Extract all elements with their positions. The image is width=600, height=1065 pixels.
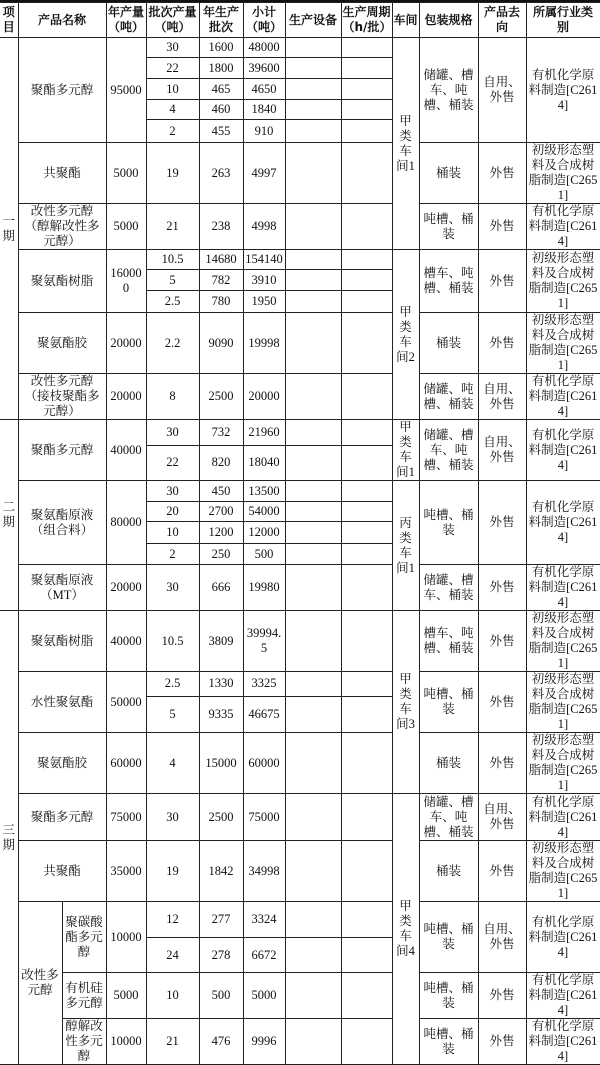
- empty-cell: [285, 841, 341, 902]
- table-cell: 21: [146, 1019, 199, 1065]
- table-cell: 9335: [199, 696, 243, 732]
- table-cell: 12: [146, 902, 199, 938]
- table-cell: 外售: [478, 250, 526, 313]
- table-cell: 外售: [478, 565, 526, 611]
- table-cell: 455: [199, 120, 243, 143]
- table-cell: 35000: [106, 841, 146, 902]
- table-cell: 263: [199, 143, 243, 204]
- table-cell: 初级形态塑料及合成树脂制造[C2651]: [526, 250, 600, 313]
- table-cell: 有机化学原料制造[C2614]: [526, 565, 600, 611]
- table-cell: 初级形态塑料及合成树脂制造[C2651]: [526, 313, 600, 374]
- table-cell: 12000: [243, 522, 285, 544]
- empty-cell: [341, 544, 392, 565]
- table-cell: 10: [146, 79, 199, 100]
- empty-cell: [285, 270, 341, 291]
- table-cell: 2500: [199, 794, 243, 841]
- table-cell: 吨槽、桶装: [419, 481, 478, 565]
- table-cell: 1200: [199, 522, 243, 544]
- table-cell: 吨槽、桶装: [419, 902, 478, 973]
- empty-cell: [285, 1019, 341, 1065]
- table-cell: 8: [146, 374, 199, 420]
- table-cell: 自用、外售: [478, 38, 526, 143]
- table-cell: 初级形态塑料及合成树脂制造[C2651]: [526, 733, 600, 794]
- table-row: [0, 250, 600, 270]
- table-row: [0, 672, 600, 697]
- table-cell: 666: [199, 565, 243, 611]
- table-cell: 782: [199, 270, 243, 291]
- column-header: 车间: [392, 3, 419, 38]
- empty-cell: [285, 481, 341, 502]
- table-cell: 三期: [0, 611, 18, 1065]
- table-cell: 3809: [199, 611, 243, 672]
- table-cell: 2.5: [146, 291, 199, 313]
- table-cell: 22: [146, 445, 199, 480]
- table-cell: 30: [146, 794, 199, 841]
- table-cell: 自用、外售: [478, 420, 526, 481]
- table-cell: 共聚酯: [18, 841, 106, 902]
- empty-cell: [341, 374, 392, 420]
- table-cell: 有机化学原料制造[C2614]: [526, 794, 600, 841]
- table-cell: 10.5: [146, 611, 199, 672]
- table-cell: 甲类车间3: [392, 611, 419, 794]
- table-cell: 聚氨酯树脂: [18, 250, 106, 313]
- table-cell: 甲类车间2: [392, 250, 419, 420]
- column-header: 生产设备: [285, 3, 341, 38]
- empty-cell: [285, 672, 341, 697]
- empty-cell: [341, 79, 392, 100]
- table-cell: 聚氨酯原液（MT）: [18, 565, 106, 611]
- table-cell: 有机化学原料制造[C2614]: [526, 902, 600, 973]
- empty-cell: [341, 445, 392, 480]
- empty-cell: [285, 611, 341, 672]
- empty-cell: [285, 291, 341, 313]
- table-cell: 80000: [106, 481, 146, 565]
- empty-cell: [285, 445, 341, 480]
- table-cell: 2: [146, 120, 199, 143]
- empty-cell: [341, 100, 392, 120]
- table-cell: 39600: [243, 58, 285, 79]
- table-cell: 500: [199, 973, 243, 1019]
- table-cell: 277: [199, 902, 243, 938]
- table-cell: 34998: [243, 841, 285, 902]
- table-cell: 20000: [243, 374, 285, 420]
- empty-cell: [341, 420, 392, 446]
- empty-cell: [341, 313, 392, 374]
- table-cell: 有机化学原料制造[C2614]: [526, 374, 600, 420]
- table-cell: 5: [146, 696, 199, 732]
- table-cell: 有机硅多元醇: [62, 973, 106, 1019]
- empty-cell: [341, 611, 392, 672]
- table-cell: 13500: [243, 481, 285, 502]
- table-cell: 聚酯多元醇: [18, 420, 106, 481]
- table-cell: 槽车、吨槽、桶装: [419, 611, 478, 672]
- empty-cell: [285, 938, 341, 973]
- table-cell: 20000: [106, 374, 146, 420]
- table-cell: 储罐、槽车、吨槽、桶装: [419, 38, 478, 143]
- table-cell: 2500: [199, 374, 243, 420]
- empty-cell: [341, 250, 392, 270]
- empty-cell: [285, 973, 341, 1019]
- table-cell: 46675: [243, 696, 285, 732]
- table-cell: 1800: [199, 58, 243, 79]
- table-cell: 75000: [106, 794, 146, 841]
- table-cell: 238: [199, 204, 243, 250]
- table-cell: 有机化学原料制造[C2614]: [526, 481, 600, 565]
- table-cell: 10: [146, 522, 199, 544]
- empty-cell: [285, 313, 341, 374]
- table-cell: 初级形态塑料及合成树脂制造[C2651]: [526, 611, 600, 672]
- table-row: [0, 611, 600, 672]
- table-cell: 桶装: [419, 313, 478, 374]
- table-cell: 450: [199, 481, 243, 502]
- empty-cell: [341, 1019, 392, 1065]
- empty-cell: [341, 120, 392, 143]
- table-cell: 780: [199, 291, 243, 313]
- table-cell: 14680: [199, 250, 243, 270]
- table-cell: 外售: [478, 313, 526, 374]
- table-row: [0, 313, 600, 374]
- table-cell: 有机化学原料制造[C2614]: [526, 38, 600, 143]
- table-row: [0, 143, 600, 204]
- empty-cell: [285, 696, 341, 732]
- table-row: [0, 420, 600, 446]
- table-row: [0, 565, 600, 611]
- empty-cell: [285, 38, 341, 58]
- empty-cell: [285, 902, 341, 938]
- table-cell: 聚氨酯原液（组合料）: [18, 481, 106, 565]
- empty-cell: [341, 733, 392, 794]
- table-cell: 30: [146, 565, 199, 611]
- header-row: [0, 3, 600, 38]
- table-row: [0, 841, 600, 902]
- table-cell: 20000: [106, 313, 146, 374]
- table-row: [0, 794, 600, 841]
- table-cell: 40000: [106, 420, 146, 481]
- empty-cell: [285, 502, 341, 522]
- column-header: 批次产量（吨）: [146, 3, 199, 38]
- column-header: 年产量（吨）: [106, 3, 146, 38]
- table-cell: 聚酯多元醇: [18, 794, 106, 841]
- table-cell: 初级形态塑料及合成树脂制造[C2651]: [526, 841, 600, 902]
- column-header: 年生产批次: [199, 3, 243, 38]
- empty-cell: [341, 841, 392, 902]
- table-cell: 聚氨酯胶: [18, 313, 106, 374]
- empty-cell: [285, 544, 341, 565]
- table-cell: 自用、外售: [478, 794, 526, 841]
- table-cell: 槽车、吨槽、桶装: [419, 250, 478, 313]
- table-cell: 储罐、槽车、吨槽、桶装: [419, 794, 478, 841]
- table-cell: 外售: [478, 672, 526, 733]
- table-row: [0, 1019, 600, 1065]
- table-cell: 465: [199, 79, 243, 100]
- table-cell: 21960: [243, 420, 285, 446]
- table-cell: 聚氨酯树脂: [18, 611, 106, 672]
- table-cell: 4: [146, 100, 199, 120]
- empty-cell: [285, 522, 341, 544]
- table-cell: 外售: [478, 733, 526, 794]
- table-cell: 聚氨酯胶: [18, 733, 106, 794]
- table-cell: 19: [146, 143, 199, 204]
- table-cell: 24: [146, 938, 199, 973]
- table-cell: 外售: [478, 481, 526, 565]
- table-cell: 共聚酯: [18, 143, 106, 204]
- empty-cell: [341, 902, 392, 938]
- column-header: 所属行业类别: [526, 3, 600, 38]
- table-cell: 外售: [478, 973, 526, 1019]
- table-cell: 改性多元醇（醇解改性多元醇）: [18, 204, 106, 250]
- table-cell: 40000: [106, 611, 146, 672]
- table-cell: 吨槽、桶装: [419, 204, 478, 250]
- empty-cell: [285, 250, 341, 270]
- table-cell: 甲类车间4: [392, 794, 419, 1065]
- table-cell: 自用、外售: [478, 374, 526, 420]
- table-cell: 10000: [106, 1019, 146, 1065]
- table-cell: 桶装: [419, 733, 478, 794]
- table-row: [0, 973, 600, 1019]
- table-cell: 二期: [0, 420, 18, 611]
- table-cell: 5000: [243, 973, 285, 1019]
- table-cell: 醇解改性多元醇: [62, 1019, 106, 1065]
- table-cell: 500: [243, 544, 285, 565]
- table-cell: 丙类车间1: [392, 481, 419, 611]
- table-cell: 储罐、槽车、吨槽、桶装: [419, 420, 478, 481]
- table-cell: 19980: [243, 565, 285, 611]
- table-cell: 3324: [243, 902, 285, 938]
- table-row: [0, 374, 600, 420]
- table-cell: 22: [146, 58, 199, 79]
- table-cell: 储罐、吨槽、桶装: [419, 374, 478, 420]
- table-cell: 5000: [106, 973, 146, 1019]
- table-cell: 48000: [243, 38, 285, 58]
- table-cell: 2.5: [146, 672, 199, 697]
- table-cell: 5: [146, 270, 199, 291]
- table-cell: 732: [199, 420, 243, 446]
- table-cell: 1600: [199, 38, 243, 58]
- table-cell: 910: [243, 120, 285, 143]
- table-row: [0, 902, 600, 938]
- empty-cell: [341, 938, 392, 973]
- table-cell: 桶装: [419, 143, 478, 204]
- table-cell: 甲类车间1: [392, 38, 419, 250]
- table-cell: 3325: [243, 672, 285, 697]
- table-cell: 5000: [106, 143, 146, 204]
- empty-cell: [285, 204, 341, 250]
- table-cell: 一期: [0, 38, 18, 420]
- table-cell: 2700: [199, 502, 243, 522]
- table-cell: 甲类车间1: [392, 420, 419, 481]
- table-cell: 50000: [106, 672, 146, 733]
- table-cell: 改性多元醇（接枝聚酯多元醇）: [18, 374, 106, 420]
- table-cell: 20000: [106, 565, 146, 611]
- table-cell: 4997: [243, 143, 285, 204]
- table-cell: 1330: [199, 672, 243, 697]
- empty-cell: [341, 270, 392, 291]
- empty-cell: [341, 522, 392, 544]
- table-cell: 19998: [243, 313, 285, 374]
- empty-cell: [285, 143, 341, 204]
- empty-cell: [341, 204, 392, 250]
- table-cell: 60000: [243, 733, 285, 794]
- empty-cell: [341, 502, 392, 522]
- table-cell: 1840: [243, 100, 285, 120]
- column-header: 包装规格: [419, 3, 478, 38]
- table-cell: 吨槽、桶装: [419, 973, 478, 1019]
- table-cell: 3910: [243, 270, 285, 291]
- empty-cell: [341, 672, 392, 697]
- empty-cell: [341, 38, 392, 58]
- table-cell: 改性多元醇: [18, 902, 62, 1065]
- table-cell: 30: [146, 38, 199, 58]
- table-cell: 4650: [243, 79, 285, 100]
- empty-cell: [285, 565, 341, 611]
- table-cell: 2: [146, 544, 199, 565]
- table-cell: 30: [146, 420, 199, 446]
- table-cell: 吨槽、桶装: [419, 1019, 478, 1065]
- table-cell: 外售: [478, 611, 526, 672]
- table-row: [0, 481, 600, 502]
- table-cell: 聚碳酸酯多元醇: [62, 902, 106, 973]
- table-cell: 154140: [243, 250, 285, 270]
- table-row: [0, 204, 600, 250]
- table-cell: 476: [199, 1019, 243, 1065]
- table-cell: 水性聚氨酯: [18, 672, 106, 733]
- table-cell: 吨槽、桶装: [419, 672, 478, 733]
- table-cell: 外售: [478, 841, 526, 902]
- table-cell: 6672: [243, 938, 285, 973]
- table-cell: 外售: [478, 143, 526, 204]
- table-cell: 有机化学原料制造[C2614]: [526, 204, 600, 250]
- table-cell: 460: [199, 100, 243, 120]
- table-cell: 278: [199, 938, 243, 973]
- empty-cell: [341, 696, 392, 732]
- table-cell: 30: [146, 481, 199, 502]
- table-cell: 储罐、槽车、桶装: [419, 565, 478, 611]
- table-cell: 初级形态塑料及合成树脂制造[C2651]: [526, 672, 600, 733]
- empty-cell: [341, 481, 392, 502]
- table-cell: 自用、外售: [478, 902, 526, 973]
- table-cell: 1842: [199, 841, 243, 902]
- empty-cell: [341, 291, 392, 313]
- table-cell: 39994.5: [243, 611, 285, 672]
- empty-cell: [285, 374, 341, 420]
- column-header: 产品去向: [478, 3, 526, 38]
- table-cell: 18040: [243, 445, 285, 480]
- table-cell: 有机化学原料制造[C2614]: [526, 420, 600, 481]
- empty-cell: [285, 420, 341, 446]
- table-cell: 有机化学原料制造[C2614]: [526, 1019, 600, 1065]
- table-cell: 820: [199, 445, 243, 480]
- table-cell: 聚酯多元醇: [18, 38, 106, 143]
- table-cell: 有机化学原料制造[C2614]: [526, 973, 600, 1019]
- table-cell: 95000: [106, 38, 146, 143]
- empty-cell: [341, 794, 392, 841]
- table-cell: 15000: [199, 733, 243, 794]
- table-cell: 54000: [243, 502, 285, 522]
- table-cell: 75000: [243, 794, 285, 841]
- table-cell: 10000: [106, 902, 146, 973]
- table-cell: 桶装: [419, 841, 478, 902]
- table-cell: 外售: [478, 204, 526, 250]
- column-header: 产品名称: [18, 3, 106, 38]
- empty-cell: [341, 565, 392, 611]
- empty-cell: [341, 58, 392, 79]
- table-cell: 60000: [106, 733, 146, 794]
- table-cell: 9090: [199, 313, 243, 374]
- empty-cell: [341, 973, 392, 1019]
- table-cell: 20: [146, 502, 199, 522]
- empty-cell: [285, 58, 341, 79]
- table-cell: 外售: [478, 1019, 526, 1065]
- table-cell: 21: [146, 204, 199, 250]
- table-cell: 19: [146, 841, 199, 902]
- table-cell: 初级形态塑料及合成树脂制造[C2651]: [526, 143, 600, 204]
- table-cell: 9996: [243, 1019, 285, 1065]
- table-cell: 4998: [243, 204, 285, 250]
- table-cell: 4: [146, 733, 199, 794]
- empty-cell: [285, 100, 341, 120]
- table-cell: 2.2: [146, 313, 199, 374]
- table-cell: 10: [146, 973, 199, 1019]
- column-header: 小计（吨）: [243, 3, 285, 38]
- empty-cell: [285, 79, 341, 100]
- table-cell: 5000: [106, 204, 146, 250]
- empty-cell: [341, 143, 392, 204]
- empty-cell: [285, 120, 341, 143]
- table-cell: 10.5: [146, 250, 199, 270]
- empty-cell: [285, 733, 341, 794]
- table-cell: 1950: [243, 291, 285, 313]
- table-cell: 250: [199, 544, 243, 565]
- column-header: 生产周期（h/批）: [341, 3, 392, 38]
- table-cell: 160000: [106, 250, 146, 313]
- empty-cell: [285, 794, 341, 841]
- table-body: [0, 3, 600, 1065]
- column-header: 项目: [0, 3, 18, 38]
- production-table: [0, 2, 600, 1065]
- table-row: [0, 733, 600, 794]
- table-row: [0, 38, 600, 58]
